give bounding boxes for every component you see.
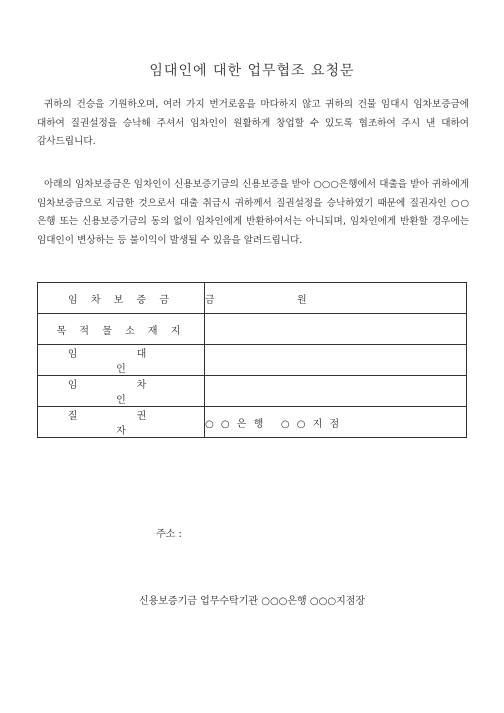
table-row	[38, 314, 467, 345]
amount-suffix: 원	[297, 294, 307, 306]
table-row	[38, 407, 467, 438]
issuer-signature-line: 신용보증기금 업무수탁기관 ○○○은행 ○○○지점장	[138, 596, 366, 607]
address-label: 주소 :	[156, 529, 182, 540]
notice-paragraph: 아래의 임차보증금은 임차인이 신용보증기금의 신용보증을 받아 ○○○은행에서 대출을 받아 귀하에게 임차보증금으로 지급한 것으로서 대출 취급시 귀하께서 질권설정을 승낙하였기 때문에 질권자인 ○○ 은행 또는 신용보증기금의 동의 없이 임차인에게 반환하여서는 아니되며, 임차인에게 반환할 경우에는 임대인이 변상하는 등 불이익이 발생될 수 있음을 알려드립니다.	[37, 179, 469, 246]
document-title: 임대인에 대한 업무협조 요청문	[149, 63, 355, 79]
lessee-value	[205, 376, 467, 407]
deposit-value	[205, 283, 467, 314]
pledgee-value: ○ ○ 은 행 ○ ○ 지 점	[205, 407, 467, 438]
property-location-label: 목 적 물 소 재 지	[38, 314, 205, 345]
deposit-info-table	[37, 282, 467, 438]
table-row	[38, 345, 467, 376]
lessor-label: 임 대 인	[38, 345, 205, 376]
lessor-value	[205, 345, 467, 376]
property-location-value	[205, 314, 467, 345]
table-row	[38, 283, 467, 314]
deposit-label: 임 차 보 증 금	[38, 283, 205, 314]
amount-prefix: 금	[205, 294, 215, 306]
intro-paragraph: 귀하의 건승을 기원하오며, 여러 가지 번거로움을 마다하지 않고 귀하의 건물 임대시 임차보증금에 대하여 질권설정을 승낙해 주셔서 임차인이 원활하게 창업할 수 있도록 협조하여 주시 낸 대하여 감사드립니다.	[37, 99, 469, 147]
lessee-label: 임 차 인	[38, 376, 205, 407]
pledgee-label: 질 권 자	[38, 407, 205, 438]
table-row	[38, 376, 467, 407]
